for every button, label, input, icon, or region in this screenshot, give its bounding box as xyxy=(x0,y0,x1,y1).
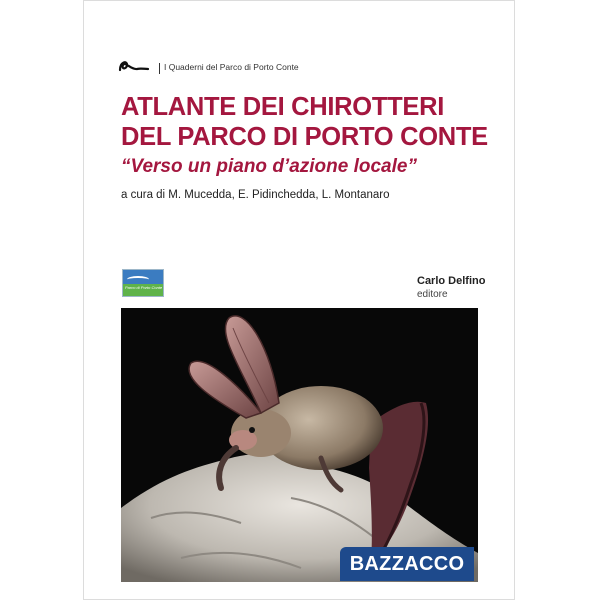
editors-credit: a cura di M. Mucedda, E. Pidinchedda, L. Montanaro xyxy=(121,189,390,201)
series-separator xyxy=(159,63,160,74)
series-name: I Quaderni del Parco di Porto Conte xyxy=(164,62,299,72)
park-logo xyxy=(122,269,164,297)
park-logo-text: Parco di Porto Conte xyxy=(125,285,163,290)
publisher-label: editore xyxy=(417,289,448,300)
book-subtitle: “Verso un piano d’azione locale” xyxy=(121,156,417,177)
publisher-name: Carlo Delfino xyxy=(417,275,486,287)
book-title xyxy=(121,92,501,152)
book-cover xyxy=(83,0,515,600)
bat-photo-illustration xyxy=(121,308,478,582)
park-logo-wave-icon xyxy=(127,276,149,283)
title-line-2: DEL PARCO DI PORTO CONTE xyxy=(121,123,488,151)
bazzacco-badge: BAZZACCO xyxy=(340,547,474,581)
cover-photo xyxy=(121,308,478,582)
title-line-1: ATLANTE DEI CHIROTTERI xyxy=(121,93,444,121)
series-logo-icon xyxy=(117,56,151,76)
